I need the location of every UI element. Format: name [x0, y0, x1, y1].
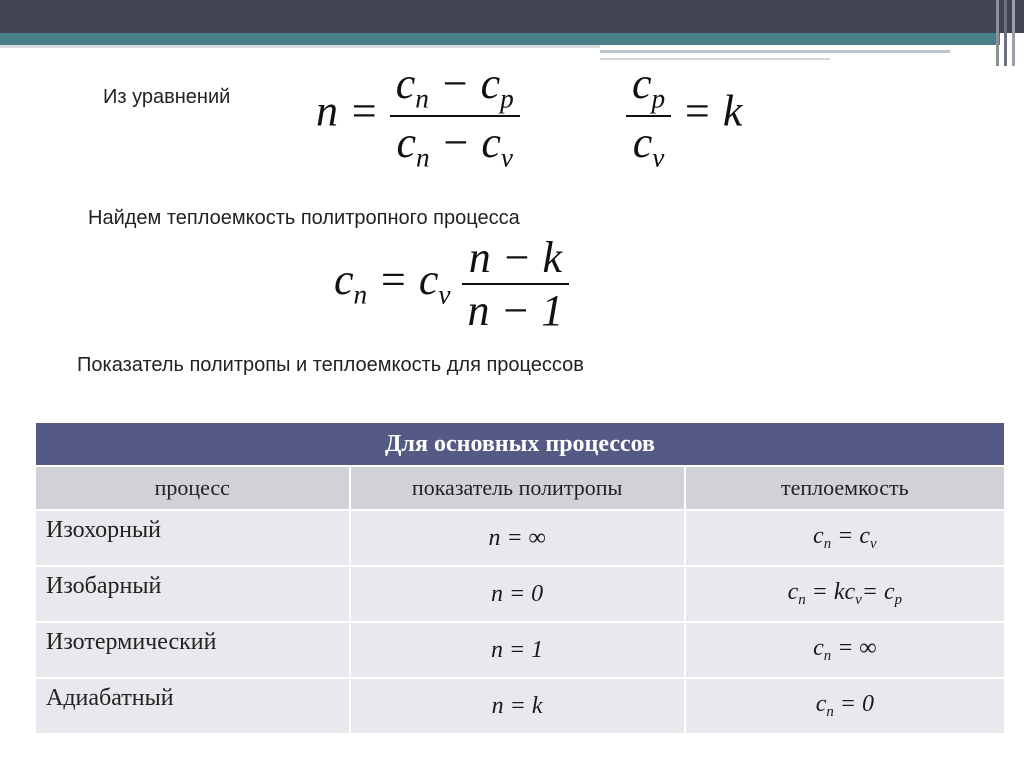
slide-accent-bar	[0, 33, 1000, 45]
process-name: Адиабатный	[35, 678, 350, 734]
formula-denominator: $c_n - c_v$	[396, 117, 513, 173]
formula-numerator: n − k	[468, 233, 562, 282]
slide-top-bar	[0, 0, 1024, 33]
find-heat-capacity-text: Найдем теплоемкость политропного процесса	[88, 207, 520, 229]
formula-rhs: = k	[682, 86, 743, 136]
polytropic-index-formula	[316, 58, 520, 173]
heat-capacity: $c_n = 0$	[685, 678, 1005, 734]
formula-lhs: n =	[316, 86, 379, 136]
slide-edge-stripe	[1012, 0, 1015, 66]
polytropic-index: n = 0	[350, 566, 685, 622]
slide-deco-line	[600, 50, 950, 53]
table-row	[35, 566, 1005, 622]
column-header: теплоемкость	[685, 466, 1005, 510]
formula-fraction	[462, 232, 570, 336]
process-name: Изобарный	[35, 566, 350, 622]
polytropic-index: n = 1	[350, 622, 685, 678]
adiabatic-index-formula	[626, 58, 742, 173]
slide-edge-stripe	[996, 0, 999, 66]
formula-denominator: n − 1	[467, 286, 564, 335]
table-row	[35, 510, 1005, 566]
heat-capacity: $c_n = c_v$	[685, 510, 1005, 566]
formula-fraction	[390, 58, 520, 173]
polytropic-index: n = k	[350, 678, 685, 734]
formula-numerator: $c_n - c_p$	[395, 59, 514, 114]
column-header: процесс	[35, 466, 350, 510]
polytropic-index: n = ∞	[350, 510, 685, 566]
formula-denominator: $c_v$	[632, 117, 665, 173]
from-equations-text: Из уравнений	[103, 86, 231, 108]
table-row	[35, 678, 1005, 734]
heat-capacity: $c_n$ = ∞	[685, 622, 1005, 678]
heat-capacity: $c_n = kc_v= c_p$	[685, 566, 1005, 622]
slide-edge-stripe	[1004, 0, 1007, 66]
table-title: Для основных процессов	[35, 422, 1005, 466]
table-row	[35, 622, 1005, 678]
polytropic-heat-capacity-formula: $c_n = c_v$ $\frac{n - k}{n - 1}$	[334, 232, 569, 336]
process-name: Изохорный	[35, 510, 350, 566]
index-capacity-text: Показатель политропы и теплоемкость для процессов	[77, 354, 584, 376]
column-header: показатель политропы	[350, 466, 685, 510]
slide-divider	[0, 45, 600, 48]
formula-numerator: $c_p$	[632, 59, 666, 114]
process-name: Изотермический	[35, 622, 350, 678]
processes-table	[34, 421, 1006, 735]
formula-fraction	[626, 58, 671, 173]
